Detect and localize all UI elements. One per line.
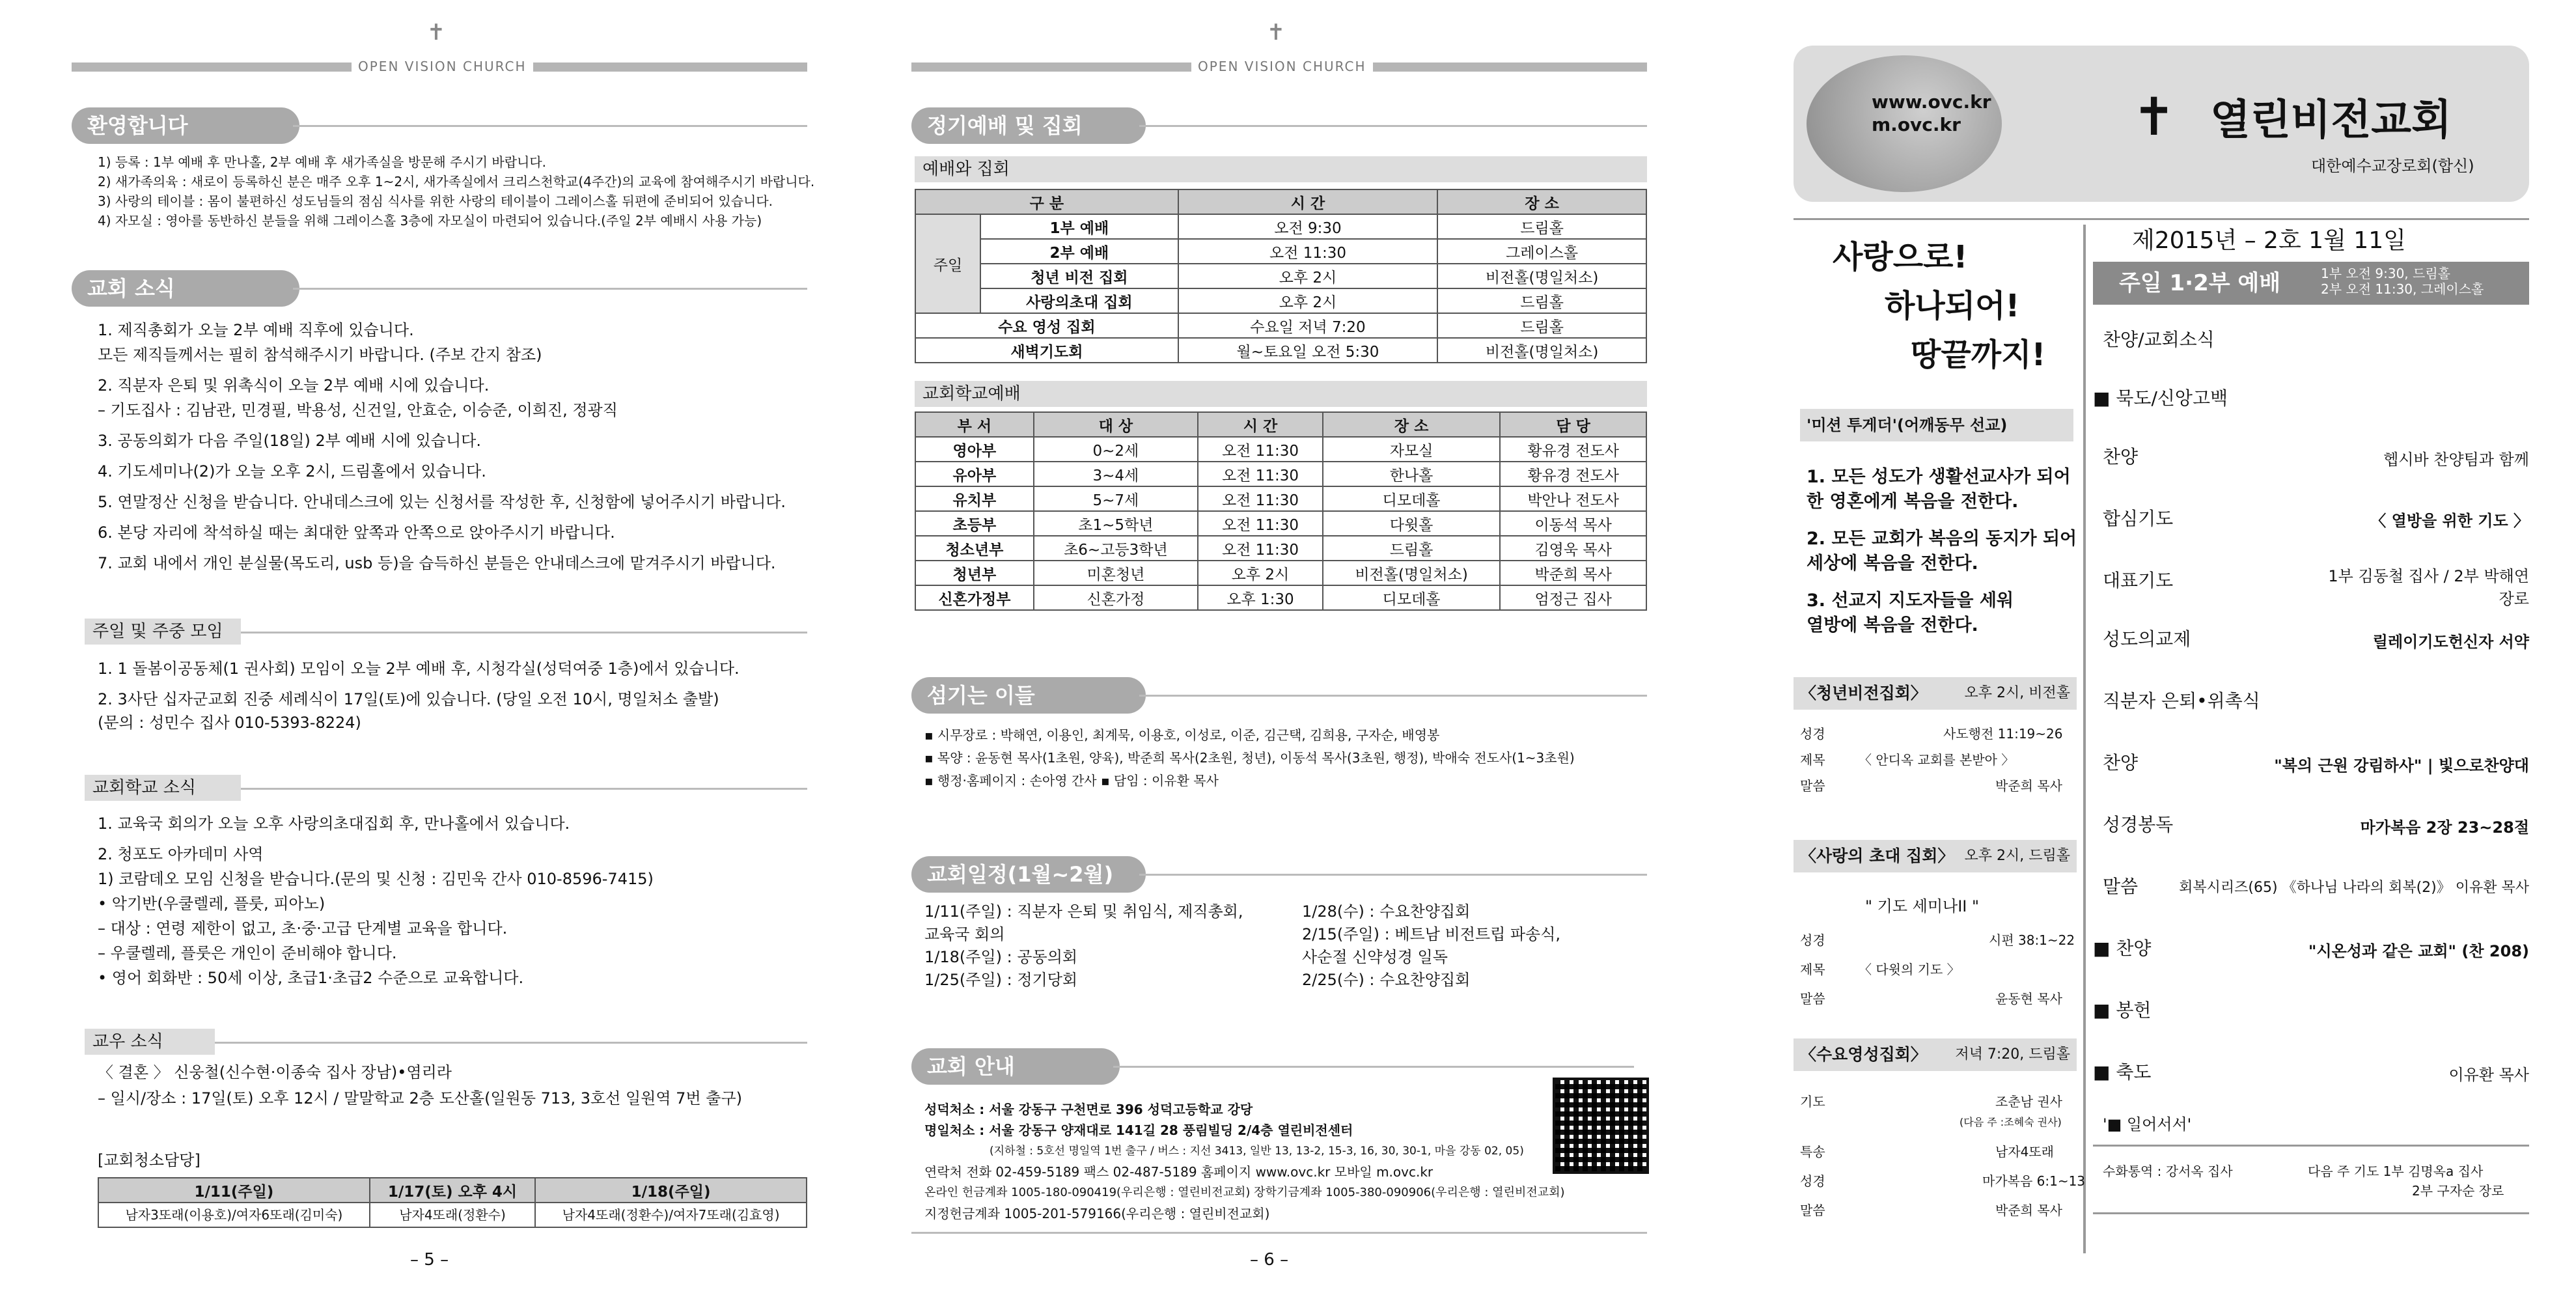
page-number: – 5 – bbox=[410, 1250, 449, 1270]
cleaning-header: 1/18(주일) bbox=[535, 1178, 807, 1203]
weekly-item: (문의 : 성민수 집사 010-5393-8224) bbox=[98, 714, 361, 732]
order-item: 찬양/교회소식 bbox=[2103, 329, 2215, 350]
welcome-item: 4) 자모실 : 영아를 동반하신 분들을 위해 그레이스홀 3층에 자모실이 마련되어 있습니다.(주일 2부 예배시 사용 가능) bbox=[98, 213, 762, 229]
servers-title: 섬기는 이들 bbox=[911, 677, 1146, 714]
order-item: 찬양 bbox=[2103, 752, 2139, 773]
info-title: 교회 안내 bbox=[911, 1048, 1120, 1085]
page-6: ✝ OPEN VISION CHURCH 정기예배 및 집회 예배와 집회 구 분 시 간 장 소 주일 1부 예배 오전 9:30 드림홀 2부 예배 오전 11:30 그레이스홀 청년 비전 집회 오후 2시 비전홀(명일처소) 사랑의초대 집회 오후 2시 드림홀 수요 영성 집회 수요일 저녁 7:20 드림홀 새벽기도회 월~토요일 오전 5:30 비전홀(명일처소) 교회학교예배 부 서 대 상 시 간 장 소 담 당 영아부 0~2세 오전 11:30 자모실 황유경 전도사 유아부 3~4세 오전 11:30 한나홀 황유경 전도사 유치부 5~7세 오전 11:30 디모데홀 박안나 전도사 초등부 초1~5학년 오전 11:30 다윗홀 이동석 목사 청소년부 초6~고등3학년 오전 11:30 드림홀 김영욱 목사 청년부 미혼청년 오후 2시 비전홀(명일처소) 박준희 목사 신혼가정부 신혼가정 오후 1:30 디모데홀 엄정근 집사 섬기는 이들 ▪ 시무장로 : 박해연, 이용인, 최계묵, 이용호, 이성로, 이준, 김근택, 김희용, 구자순, 배영봉 ▪ 목양 : 윤동현 목사(1초원, 양육), 박준희 목사(2초원, 청년), 이동석 목사(3초원, 행정), 박애숙 전도사(1~3초원) ▪ 행정·홈페이지 : 손아영 간사 ▪ 담임 : 이유환 목사 교회일정(1월~2월) 1/11(주일) : 직분자 은퇴 및 취임식, 제직총회, 교육국 회의 1/18(주일) : 공동의회 1/25(주일) : 정기당회 1/28(수) : 수요찬양집회 2/15(주일) : 베트남 비전트립 파송식, 사순절 신약성경 일독 2/25(수) : 수요찬양집회 교회 안내 성덕처소 : 서울 강동구 구천면로 396 성덕고등학교 강당 명일처소 : 서울 강동구 양재대로 141길 28 풍림빌딩 2/4층 열린비전센터 (지하철 : 5호선 명일역 1번 출구 / 버스 : 지선 3413, 일반 13, 13-2, 15-3, 16, 30, 30-1, 마을 강동 02, 05) 연락처 전화 02-459-5189 팩스 02-487-5189 홈페이지 www.ovc.kr 모바일 m.ovc.kr 온라인 헌금계좌 1005-180-090419(우리은행 : 열린비전교회) 장학기금계좌 1005-380-090906(우리은행 : 열린비전교회) 지정헌금계좌 1005-201-579166(우리은행 : 열린비전교회) – 6 – bbox=[911, 0, 1647, 1295]
weekly-title: 주일 및 주중 모임 bbox=[85, 619, 241, 645]
cleaning-cell: 남자4또래(정환수) bbox=[370, 1203, 535, 1227]
school-item: 2. 청포도 아카데미 사역 bbox=[98, 845, 264, 863]
members-item: – 일시/장소 : 17일(토) 오후 12시 / 말말학교 2층 도산홀(일원동 713, 3호선 일원역 7번 출구) bbox=[98, 1089, 742, 1107]
order-item: ■ 묵도/신앙고백 bbox=[2093, 387, 2228, 409]
next-prayer: 2부 구자순 장로 bbox=[2412, 1183, 2504, 1199]
schedule-title: 교회일정(1월~2월) bbox=[911, 856, 1146, 893]
news-item: 6. 본당 자리에 착석하실 때는 최대한 앞쪽과 안쪽으로 앉아주시기 바랍니다. bbox=[98, 523, 615, 542]
page-number: – 6 – bbox=[1250, 1250, 1289, 1270]
news-item: 4. 기도세미나(2)가 오늘 오후 2시, 드림홀에서 있습니다. bbox=[98, 462, 486, 480]
mobile-url[interactable]: m.ovc.kr bbox=[1872, 114, 1961, 135]
issue-date: 제2015년 – 2호 1월 11일 bbox=[2132, 227, 2406, 254]
order-item: 찬양 bbox=[2103, 446, 2139, 467]
order-item: 말씀 bbox=[2103, 876, 2139, 897]
page-5 bbox=[72, 0, 815, 1295]
worship-header: 시 간 bbox=[1178, 189, 1437, 214]
welcome-title: 환영합니다 bbox=[72, 107, 299, 144]
interpreter: 수화통역 : 강서옥 집사 bbox=[2103, 1163, 2233, 1179]
school-item: • 악기반(우쿨렐레, 플룻, 피아노) bbox=[98, 895, 325, 913]
news-item: 7. 교회 내에서 개인 분실물(목도리, usb 등)을 습득하신 분들은 안내데스크에 맡겨주시기 바랍니다. bbox=[98, 554, 776, 572]
order-item: 성경봉독 bbox=[2103, 814, 2174, 835]
invite-service-box: 〈사랑의 초대 집회〉 오후 2시, 드림홀 bbox=[1794, 840, 2077, 872]
slogan: 땅끝까지! bbox=[1911, 337, 2046, 373]
order-item: ■ 봉헌 bbox=[2093, 999, 2152, 1021]
wed-service-box: 〈수요영성집회〉 저녁 7:20, 드림홀 bbox=[1794, 1038, 2077, 1071]
news-item: 1. 제직총회가 오늘 2부 예배 직후에 있습니다. bbox=[98, 321, 414, 339]
qr-code-icon[interactable] bbox=[1553, 1078, 1649, 1174]
cleaning-header: 1/11(주일) bbox=[98, 1178, 370, 1203]
order-item: ■ 축도 bbox=[2093, 1061, 2152, 1083]
website-url[interactable]: www.ovc.kr bbox=[1872, 91, 1991, 113]
news-item: 모든 제직들께서는 필히 참석해주시기 바랍니다. (주보 간지 참조) bbox=[98, 346, 542, 364]
worship-table: 구 분 시 간 장 소 주일 1부 예배 오전 9:30 드림홀 2부 예배 오전 11:30 그레이스홀 청년 비전 집회 오후 2시 비전홀(명일처소) 사랑의초대 집회 오후 2시 드림홀 수요 영성 집회 수요일 저녁 7:20 드림홀 새벽기도회 월~토요일 오전 5:30 비전홀(명일처소) bbox=[915, 189, 1647, 363]
school-item: – 대상 : 연령 제한이 없고, 초·중·고급 단계별 교육을 합니다. bbox=[98, 919, 508, 938]
denomination: 대한예수교장로회(합신) bbox=[2311, 157, 2474, 175]
slogan: 하나되어! bbox=[1885, 288, 2020, 324]
order-item: ■ 찬양 bbox=[2093, 938, 2152, 959]
worship-sub: 예배와 집회 bbox=[915, 156, 1647, 182]
mission-title: '미션 투게더'(어깨동무 선교) bbox=[1800, 409, 2073, 441]
worship-group: 주일 bbox=[915, 214, 980, 313]
school-title: 교회학교 소식 bbox=[85, 775, 241, 801]
worship-title: 정기예배 및 집회 bbox=[911, 107, 1146, 144]
servers-item: ▪ 목양 : 윤동현 목사(1초원, 양육), 박준희 목사(2초원, 청년), 이동석 목사(3초원, 행정), 박애숙 전도사(1~3초원) bbox=[924, 750, 1575, 766]
cleaning-header: 1/17(토) 오후 4시 bbox=[370, 1178, 535, 1203]
members-title: 교우 소식 bbox=[85, 1029, 215, 1055]
welcome-item: 2) 새가족의육 : 새로이 등록하신 분은 매주 오후 1~2시, 새가족실에서 크리스천학교(4주간)의 교육에 참여해주시기 바랍니다. bbox=[98, 174, 815, 189]
closing-note: '■ 일어서서' bbox=[2103, 1115, 2192, 1134]
servers-item: ▪ 행정·홈페이지 : 손아영 간사 ▪ 담임 : 이유환 목사 bbox=[924, 773, 1219, 788]
news-item: 2. 직분자 은퇴 및 위촉식이 오늘 2부 예배 시에 있습니다. bbox=[98, 376, 490, 395]
weekly-item: 1. 1 돌봄이공동체(1 권사회) 모임이 오늘 2부 예배 후, 시청각실(성덕여중 1층)에서 있습니다. bbox=[98, 660, 740, 678]
news-item: 3. 공동의회가 다음 주일(18일) 2부 예배 시에 있습니다. bbox=[98, 432, 481, 450]
news-item: 5. 연말정산 신청을 받습니다. 안내데스크에 있는 신청서를 작성한 후, 신청함에 넣어주시기 바랍니다. bbox=[98, 493, 786, 511]
servers-item: ▪ 시무장로 : 박해연, 이용인, 최계묵, 이용호, 이성로, 이준, 김근택, 김희용, 구자순, 배영봉 bbox=[924, 727, 1440, 743]
worship-header: 장 소 bbox=[1437, 189, 1646, 214]
school-item: 1) 코람데오 모임 신청을 받습니다.(문의 및 신청 : 김민욱 간사 010-8596-7415) bbox=[98, 870, 654, 888]
church-name: 열린비전교회 bbox=[2210, 96, 2452, 145]
church-logo-icon: ✝ bbox=[1266, 20, 1286, 46]
news-title: 교회 소식 bbox=[72, 270, 299, 307]
cleaning-cell: 남자3또래(이용호)/여자6또래(김미숙) bbox=[98, 1203, 370, 1227]
sunday-school-table: 부 서 대 상 시 간 장 소 담 당 영아부 0~2세 오전 11:30 자모실 황유경 전도사 유아부 3~4세 오전 11:30 한나홀 황유경 전도사 유치부 5~7세 오전 11:30 디모데홀 박안나 전도사 초등부 초1~5학년 오전 11:30 다윗홀 이동석 목사 청소년부 초6~고등3학년 오전 11:30 드림홀 김영욱 목사 청년부 미혼청년 오후 2시 비전홀(명일처소) 박준희 목사 신혼가정부 신혼가정 오후 1:30 디모데홀 엄정근 집사 bbox=[915, 411, 1647, 611]
youth-service-box: 〈청년비전집회〉 오후 2시, 비전홀 bbox=[1794, 677, 2077, 710]
welcome-item: 1) 등록 : 1부 예배 후 만나홀, 2부 예배 후 새가족실을 방문해 주시기 바랍니다. bbox=[98, 154, 547, 170]
order-item: 성도의교제 bbox=[2103, 628, 2191, 650]
order-item: 대표기도 bbox=[2103, 570, 2174, 591]
school-item: • 영어 회화반 : 50세 이상, 초급1·초급2 수준으로 교육합니다. bbox=[98, 969, 524, 987]
members-item: 〈 결혼 〉 신웅철(신수현·이종숙 집사 장남)•염리라 bbox=[98, 1063, 452, 1081]
order-item: 합심기도 bbox=[2103, 508, 2174, 529]
order-item: 직분자 은퇴•위촉식 bbox=[2103, 690, 2260, 712]
church-logo-icon: ✝ bbox=[426, 20, 446, 46]
worship-header: 구 분 bbox=[915, 189, 1178, 214]
cover-page: www.ovc.kr m.ovc.kr ✝ 열린비전교회 대한예수교장로회(합신) 사랑으로! 하나되어! 땅끝까지! '미션 투게더'(어깨동무 선교) 1. 모든 성도가 생활선교사가 되어 한 영혼에게 복음을 전한다. 2. 모든 교회가 복음의 동지가 되어 세상에 복음을 전한다. 3. 선교지 지도자들을 세워 열방에 복음을 전한다. 〈청년비전집회〉 오후 2시, 비전홀 성경 사도행전 11:19~26 제목 〈 안디옥 교회를 본받아 〉 말씀 박준희 목사 〈사랑의 초대 집회〉 오후 2시, 드림홀 " 기도 세미나II " 성경 시편 38:1~22 제목 〈 다윗의 기도 〉 말씀 윤동현 목사 〈수요영성집회〉 저녁 7:20, 드림홀 기도 조춘남 권사 (다음 주 :조혜숙 권사) 특송 남자4또래 성경 마가복음 6:1~13 말씀 박준희 목사 제2015년 – 2호 1월 11일 주일 1·2부 예배 1부 오전 9:30, 드림홀 2부 오전 11:30, 그레이스홀 찬양/교회소식 ■ 묵도/신앙고백 찬양 헵시바 찬양팀과 함께 합심기도 〈 열방을 위한 기도 〉 대표기도 1부 김동철 집사 / 2부 박해연 장로 성도의교제 릴레이기도헌신자 서약 직분자 은퇴•위촉식 찬양 "복의 근원 강림하사" | 빛으로찬양대 성경봉독 마가복음 2장 23~28절 말씀 회복시리즈(65) 《하나님 나라의 회복(2)》 이유환 목사 ■ 찬양 "시온성과 같은 교회" (찬 208) ■ 봉헌 ■ 축도 이유환 목사 '■ 일어서서' 수화통역 : 강서옥 집사 다음 주 기도 1부 김명옥a 집사 2부 구자순 장로 bbox=[1794, 0, 2529, 1295]
cleaning-title: [교회청소담당] bbox=[98, 1151, 201, 1169]
slogan: 사랑으로! bbox=[1833, 239, 1968, 275]
welcome-item: 3) 사랑의 테이블 : 몸이 불편하신 성도님들의 점심 식사를 위한 사랑의 테이블이 그레이스홀 뒤편에 준비되어 있습니다. bbox=[98, 193, 773, 209]
brand-name: OPEN VISION CHURCH bbox=[352, 59, 533, 74]
news-item: – 기도집사 : 김남관, 민경필, 박용성, 신건일, 안효순, 이승준, 이희진, 정광직 bbox=[98, 401, 618, 419]
cleaning-cell: 남자4또래(정환수)/여자7또래(김효영) bbox=[535, 1203, 807, 1227]
school-item: – 우쿨렐레, 플룻은 개인이 준비해야 합니다. bbox=[98, 944, 397, 962]
brand-name: OPEN VISION CHURCH bbox=[1191, 59, 1373, 74]
sunday-school-sub: 교회학교예배 bbox=[915, 381, 1647, 407]
weekly-item: 2. 3사단 십자군교회 진중 세례식이 17일(토)에 있습니다. (당일 오전 10시, 명일처소 출발) bbox=[98, 690, 719, 708]
cleaning-table bbox=[98, 1177, 807, 1228]
next-prayer: 다음 주 기도 1부 김명옥a 집사 bbox=[2308, 1163, 2484, 1179]
service-title-bar: 주일 1·2부 예배 bbox=[2093, 262, 2529, 305]
school-item: 1. 교육국 회의가 오늘 오후 사랑의초대집회 후, 만나홀에서 있습니다. bbox=[98, 815, 570, 833]
church-logo-icon: ✝ bbox=[2132, 87, 2176, 147]
